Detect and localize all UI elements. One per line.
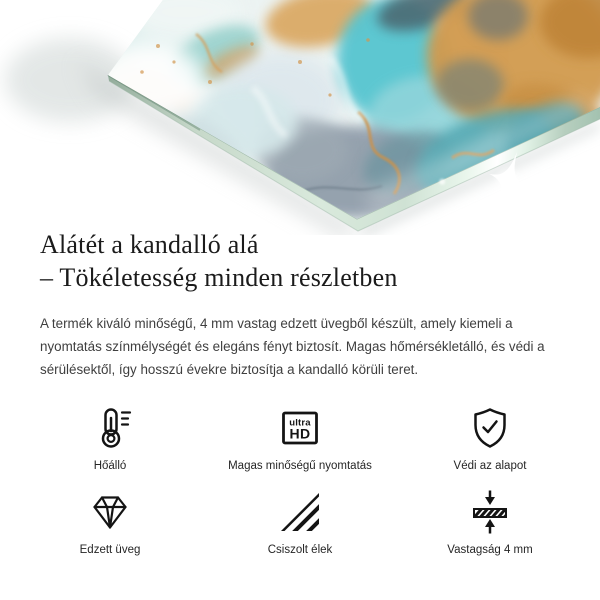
feature-thickness xyxy=(420,488,560,556)
svg-text:HD: HD xyxy=(289,425,311,442)
product-description: A termék kiváló minőségű, 4 mm vastag edzett üvegből készült, amely kiemeli a nyomtatás színmélységét és elegáns fényt biztosít. Magas hőmérsékletálló, és védi a sérülésektől, így hosszú évekre biztosítja a kandalló körüli teret. xyxy=(40,316,545,378)
feature-label: Vastagság 4 mm xyxy=(447,544,533,556)
feature-label: Edzett üveg xyxy=(79,544,141,556)
ultra-hd-icon xyxy=(276,404,324,452)
polished-edge-icon xyxy=(276,488,324,536)
feature-label: Csiszolt élek xyxy=(267,544,333,556)
feature-label: Hőálló xyxy=(93,460,127,472)
feature-tempered-glass xyxy=(40,488,180,556)
svg-text:ultra: ultra xyxy=(289,417,311,429)
feature-heat-resistant xyxy=(40,404,180,472)
feature-label: Védi az alapot xyxy=(453,460,527,472)
shield-check-icon xyxy=(466,404,514,452)
thermometer-icon xyxy=(86,404,134,452)
feature-polished-edges xyxy=(230,488,370,556)
feature-label: Magas minőségű nyomtatás xyxy=(228,460,372,472)
diamond-icon xyxy=(86,488,134,536)
feature-protects-base xyxy=(420,404,560,472)
page-title xyxy=(40,228,398,294)
product-image xyxy=(0,0,600,235)
thickness-icon xyxy=(466,488,514,536)
glass-panel-art xyxy=(0,0,600,235)
feature-print-quality xyxy=(230,404,370,472)
page-title-line2: – Tökéletesség minden részletben xyxy=(40,263,398,292)
page-title-line1: Alátét a kandalló alá xyxy=(40,230,259,259)
features-grid xyxy=(40,404,560,556)
